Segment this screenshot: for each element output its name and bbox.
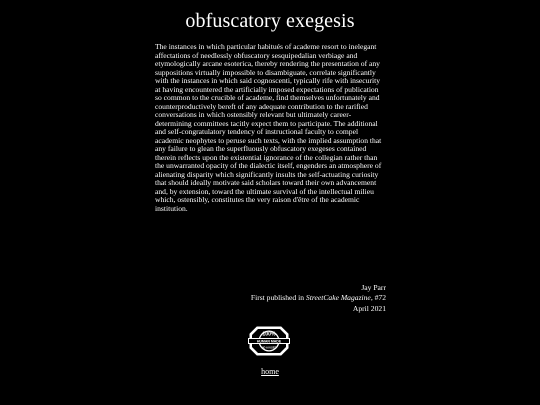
badge-bottom-text: NO AI USED [261, 346, 277, 350]
publication-line [155, 293, 386, 303]
issue-number: , #72 [370, 293, 386, 303]
human-made-badge-icon [245, 326, 293, 356]
publication-date: April 2021 [352, 303, 386, 313]
credits-block [155, 283, 386, 314]
author-name: Jay Parr [361, 283, 386, 292]
magazine-name: StreetCake Magazine [305, 293, 371, 303]
badge-top-text: 100% [262, 331, 276, 338]
home-link[interactable]: home [261, 367, 279, 376]
badge-middle-text: HUMAN MADE [256, 339, 282, 344]
essay-body: The instances in which particular habitués of academe resort to inelegant affectations of needlessly obfuscatory sesquipedalian verbiage and etymologically arcane esoterica, thereby rendering the presentation of any suppositions virtually impossible to disambiguate, correlate significantly with the instances in which said cognoscenti, typically rife with insecurity at having encountered the artificially imposed expectations of publication so common to the crucible of academe, find themselves unfortunately and counterproductively bereft of any adequate contribution to the rarified conversations in which ostensibly relevant but ultimately career-determining committees tacitly expect them to participate. The additional and self-congratulatory tendency of instructional faculty to compel academic neophytes to peruse such texts, with the implied assumption that any failure to glean the superfluously obfuscatory exegeses contained therein reflects upon the existential ignorance of the collegian rather than the unwarranted opacity of the dialectic itself, engenders an atmosphere of alienating disparity which significantly insults the self-actuating curiosity that should ideally motivate said scholars toward their own advancement and, by extension, toward the ultimate survival of the intellectual milieu which, ostensibly, constitutes the very raison d'être of the academic institution. [155, 42, 382, 213]
page-title: obfuscatory exegesis [185, 10, 355, 32]
footer [0, 366, 540, 377]
published-prefix: First published in [250, 293, 306, 303]
